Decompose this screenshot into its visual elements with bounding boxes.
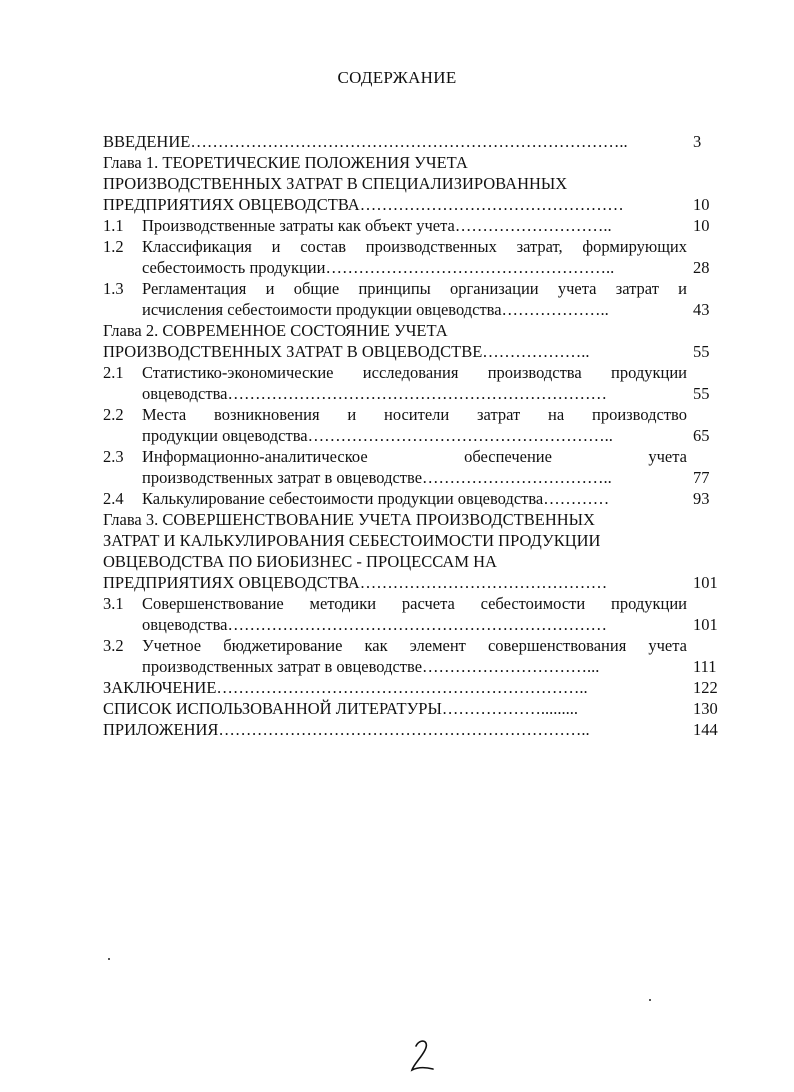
toc-page-number: 65 (693, 426, 710, 445)
toc-page-number: 101 (693, 573, 718, 592)
toc-page-number: 101 (693, 615, 718, 634)
toc-page-number: 111 (693, 657, 717, 676)
toc-heading-line (103, 152, 733, 173)
toc-entry-title: исчисления себестоимости продукции овцеводства……………….. (142, 300, 609, 319)
toc-heading-line (103, 278, 733, 299)
toc-page-number: 130 (693, 699, 718, 718)
toc-entry-title: себестоимость продукции…………………………………………….. (142, 258, 615, 277)
toc-heading-line (103, 173, 733, 194)
toc-entry-title: ПРЕДПРИЯТИЯХ ОВЦЕВОДСТВА……………………………………… (103, 573, 608, 592)
toc-heading-line (103, 509, 733, 530)
toc-entry-title: СПИСОК ИСПОЛЬЗОВАННОЙ ЛИТЕРАТУРЫ………………......... (103, 699, 578, 718)
toc-page-number: 28 (693, 258, 710, 277)
toc-entry-title: Совершенствование методики расчета себестоимости продукции (142, 594, 687, 613)
toc-section-number: 1.2 (103, 237, 124, 256)
toc-entry-title: ОВЦЕВОДСТВА ПО БИОБИЗНЕС - ПРОЦЕССАМ НА (103, 552, 497, 571)
toc-entry-title: Классификация и состав производственных затрат, формирующих (142, 237, 687, 256)
toc-entry (103, 383, 733, 404)
toc-page-number: 10 (693, 216, 710, 235)
toc-entry-title: Информационно-аналитическое обеспечение учета (142, 447, 687, 466)
toc-heading-line (103, 404, 733, 425)
toc-entry-title: Калькулирование себестоимости продукции овцеводства………… (142, 489, 610, 508)
toc-entry (103, 131, 733, 152)
toc-entry-title: ПРОИЗВОДСТВЕННЫХ ЗАТРАТ В СПЕЦИАЛИЗИРОВАННЫХ (103, 174, 568, 193)
toc-entry (103, 488, 733, 509)
toc-section-number: 1.1 (103, 216, 124, 235)
scan-speck (108, 958, 110, 960)
toc-heading-line (103, 446, 733, 467)
toc-entry (103, 299, 733, 320)
toc-heading-line (103, 362, 733, 383)
toc-section-number: 2.4 (103, 489, 124, 508)
toc-entry-title: Учетное бюджетирование как элемент совершенствования учета (142, 636, 687, 655)
toc-page-number: 77 (693, 468, 710, 487)
toc-entry (103, 341, 733, 362)
toc-page-number: 55 (693, 384, 710, 403)
toc-heading-line (103, 635, 733, 656)
toc-entry-title: ПРОИЗВОДСТВЕННЫХ ЗАТРАТ В ОВЦЕВОДСТВЕ……………….. (103, 342, 590, 361)
toc-entry-title: Статистико-экономические исследования производства продукции (142, 363, 687, 382)
toc-section-number: 2.1 (103, 363, 124, 382)
toc-section-number: 3.1 (103, 594, 124, 613)
toc-entry (103, 467, 733, 488)
toc-page-number: 93 (693, 489, 710, 508)
toc-heading-line (103, 530, 733, 551)
toc-section-number: 1.3 (103, 279, 124, 298)
toc-page-number: 10 (693, 195, 710, 214)
toc-entry (103, 572, 733, 593)
toc-page-number: 3 (693, 132, 702, 151)
toc-entry (103, 677, 733, 698)
toc-entry (103, 614, 733, 635)
toc-entry (103, 656, 733, 677)
toc-entry-title: Глава 3. СОВЕРШЕНСТВОВАНИЕ УЧЕТА ПРОИЗВОДСТВЕННЫХ (103, 510, 595, 529)
toc-entry-title: Регламентация и общие принципы организации учета затрат и (142, 279, 687, 298)
toc-entry-title: овцеводства…………………………………………………………… (142, 384, 607, 403)
toc-entry-title: Места возникновения и носители затрат на производство (142, 405, 687, 424)
toc-entry-title: ВВЕДЕНИЕ…………………………………………………………………….. (103, 132, 628, 151)
toc-heading-line (103, 593, 733, 614)
toc-entry-title: ЗАКЛЮЧЕНИЕ………………………………………………………….. (103, 678, 588, 697)
page-title: СОДЕРЖАНИЕ (337, 68, 457, 87)
toc-page-number: 122 (693, 678, 718, 697)
table-of-contents (103, 131, 733, 740)
toc-entry-title: ЗАТРАТ И КАЛЬКУЛИРОВАНИЯ СЕБЕСТОИМОСТИ ПРОДУКЦИИ (103, 531, 601, 550)
toc-entry (103, 257, 733, 278)
toc-page-number: 144 (693, 720, 718, 739)
toc-entry-title: Глава 2. СОВРЕМЕННОЕ СОСТОЯНИЕ УЧЕТА (103, 321, 448, 340)
toc-page-number: 43 (693, 300, 710, 319)
toc-entry (103, 425, 733, 446)
toc-entry-title: Производственные затраты как объект учета……………………….. (142, 216, 612, 235)
toc-entry (103, 194, 733, 215)
toc-page-number: 55 (693, 342, 710, 361)
toc-entry-title: производственных затрат в овцеводстве…………………………….. (142, 468, 612, 487)
handwritten-page-number (408, 1036, 438, 1076)
toc-section-number: 2.2 (103, 405, 124, 424)
toc-entry-title: овцеводства…………………………………………………………… (142, 615, 607, 634)
toc-entry-title: продукции овцеводства……………………………………………….. (142, 426, 613, 445)
toc-heading-line (103, 551, 733, 572)
toc-entry (103, 698, 733, 719)
toc-heading-line (103, 320, 733, 341)
toc-entry-title: Глава 1. ТЕОРЕТИЧЕСКИЕ ПОЛОЖЕНИЯ УЧЕТА (103, 153, 468, 172)
toc-entry (103, 719, 733, 740)
toc-heading-line (103, 236, 733, 257)
toc-entry-title: ПРЕДПРИЯТИЯХ ОВЦЕВОДСТВА………………………………………… (103, 195, 624, 214)
toc-section-number: 3.2 (103, 636, 124, 655)
toc-section-number: 2.3 (103, 447, 124, 466)
toc-entry-title: производственных затрат в овцеводстве…………………………... (142, 657, 600, 676)
toc-entry-title: ПРИЛОЖЕНИЯ………………………………………………………….. (103, 720, 590, 739)
toc-entry (103, 215, 733, 236)
scan-speck (649, 999, 651, 1001)
